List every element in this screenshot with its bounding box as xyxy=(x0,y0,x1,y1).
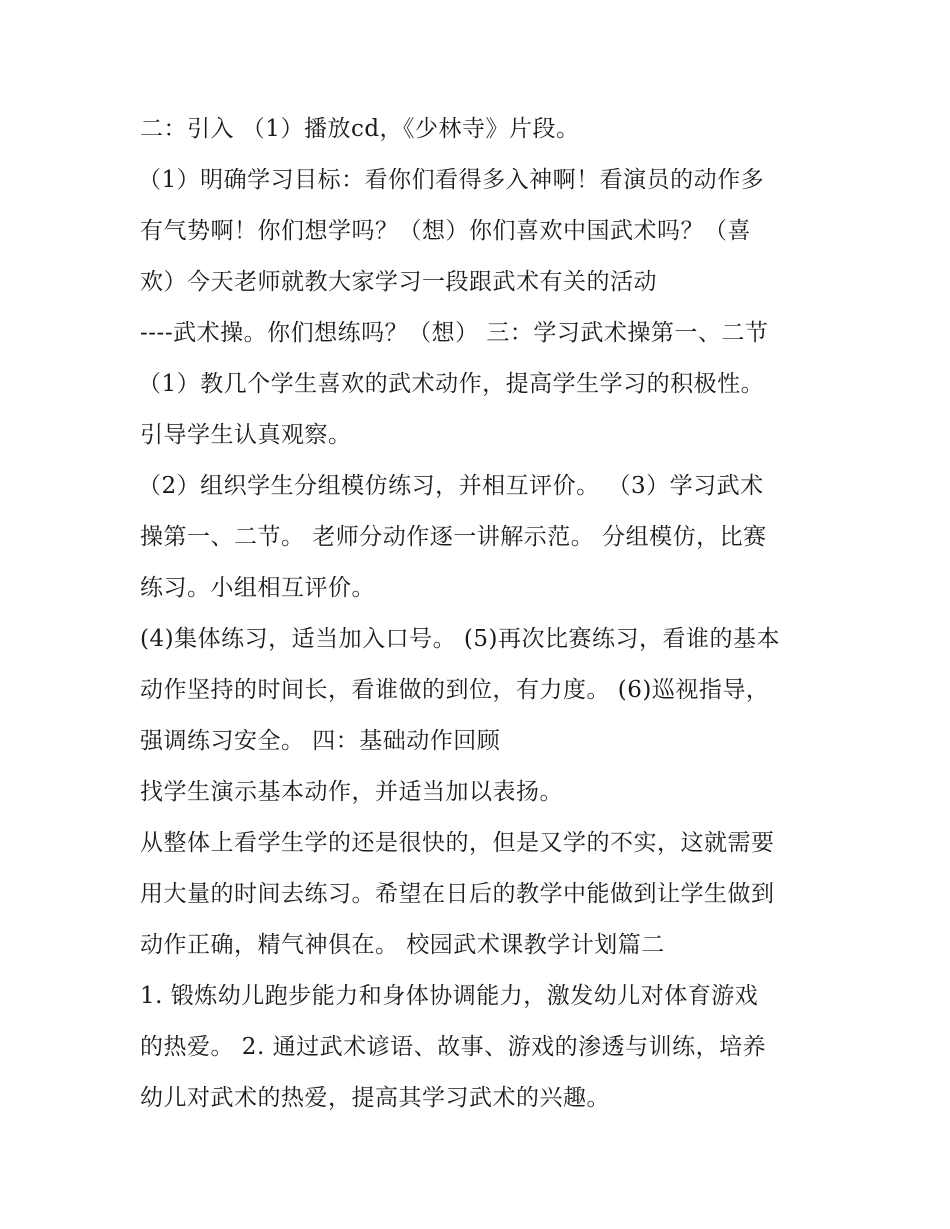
text-line: 动作正确，精气神俱在。 校园武术课教学计划篇二 xyxy=(140,932,665,958)
text-line: 用大量的时间去练习。希望在日后的教学中能做到让学生做到 xyxy=(140,881,775,907)
text-line: 从整体上看学生学的还是很快的，但是又学的不实，这就需要 xyxy=(140,830,775,856)
text-line: 找学生演示基本动作，并适当加以表扬。 xyxy=(140,779,563,805)
text-line: 的热爱。 2. 通过武术谚语、故事、游戏的渗透与训练，培养 xyxy=(140,1034,767,1060)
text-line: 有气势啊！你们想学吗？（想）你们喜欢中国武术吗？（喜 xyxy=(140,218,751,244)
text-line: 二：引入 （1）播放cd，《少林寺》片段。 xyxy=(140,116,580,142)
text-line: 操第一、二节。 老师分动作逐一讲解示范。 分组模仿，比赛 xyxy=(140,524,767,550)
text-line: 1. 锻炼幼儿跑步能力和身体协调能力，激发幼儿对体育游戏 xyxy=(140,983,759,1009)
text-line: （2）组织学生分组模仿练习，并相互评价。 （3）学习武术 xyxy=(138,473,764,499)
text-line: 欢）今天老师就教大家学习一段跟武术有关的活动 xyxy=(140,269,657,295)
text-line: （1）明确学习目标：看你们看得多入神啊！看演员的动作多 xyxy=(138,167,765,193)
text-line: (4)集体练习，适当加入口号。 (5)再次比赛练习，看谁的基本 xyxy=(140,626,780,652)
text-line: 幼儿对武术的热爱，提高其学习武术的兴趣。 xyxy=(140,1085,610,1111)
text-line: 练习。小组相互评价。 xyxy=(140,575,375,601)
text-line: 动作坚持的时间长，看谁做的到位，有力度。 (6)巡视指导， xyxy=(140,677,770,703)
text-line: ----武术操。你们想练吗？（想） 三：学习武术操第一、二节 xyxy=(140,320,769,346)
text-line: 强调练习安全。 四：基础动作回顾 xyxy=(140,728,501,754)
text-line: 引导学生认真观察。 xyxy=(140,422,352,448)
text-line: （1）教几个学生喜欢的武术动作，提高学生学习的积极性。 xyxy=(138,371,765,397)
